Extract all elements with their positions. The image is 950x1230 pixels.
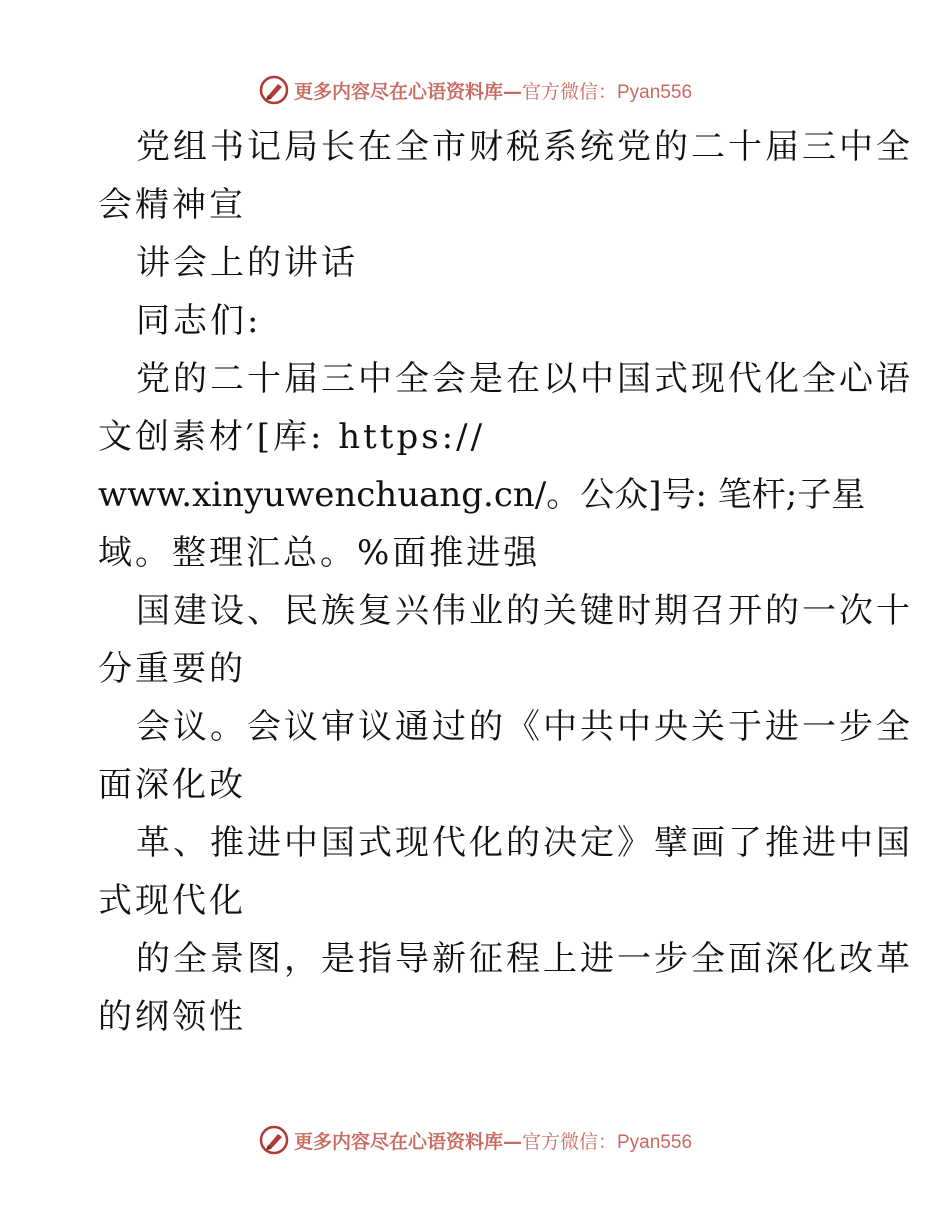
body-line: 的纲领性 [98,997,246,1037]
header-banner-title: 更多内容尽在心语资料库 [293,80,503,103]
header-banner [0,72,950,108]
pen-circle-logo-icon [258,1124,290,1156]
body-line: 会精神宣 [98,185,246,225]
body-line: 党的二十届三中全会是在以中国式现代化全心语 [136,359,913,399]
body-line: 讲会上的讲话 [136,243,358,283]
body-line: 党组书记局长在全市财税系统党的二十届三中全 [136,127,913,167]
pen-circle-logo-icon [258,74,290,106]
body-line: www.xinyuwenchuang.cn/。公众]号: 笔杆;子星 [98,475,866,515]
body-line: 的全景图，是指导新征程上进一步全面深化改革 [136,939,913,979]
body-line: 文创素材′[库: https:// [98,417,486,457]
header-banner-text [294,77,692,104]
footer-banner-title: 更多内容尽在心语资料库 [293,1130,503,1153]
footer-banner-wechat: 官方微信：Pyan556 [522,1131,693,1153]
header-banner-wechat: 官方微信：Pyan556 [522,81,693,103]
footer-banner-separator: — [503,1130,522,1153]
footer-banner-text [294,1127,692,1154]
body-line: 会议。会议审议通过的《中共中央关于进一步全 [136,707,913,747]
footer-banner [0,1122,950,1158]
body-line: 革、推进中国式现代化的决定》擘画了推进中国 [136,823,913,863]
body-line: 域。整理汇总。%面推进强 [98,533,541,573]
body-line: 面深化改 [98,765,246,805]
body-line: 式现代化 [98,881,246,921]
document-body [98,118,913,1046]
body-line: 同志们: [136,301,262,341]
body-line: 国建设、民族复兴伟业的关键时期召开的一次十 [136,591,913,631]
header-banner-separator: — [503,80,522,103]
body-line: 分重要的 [98,649,246,689]
